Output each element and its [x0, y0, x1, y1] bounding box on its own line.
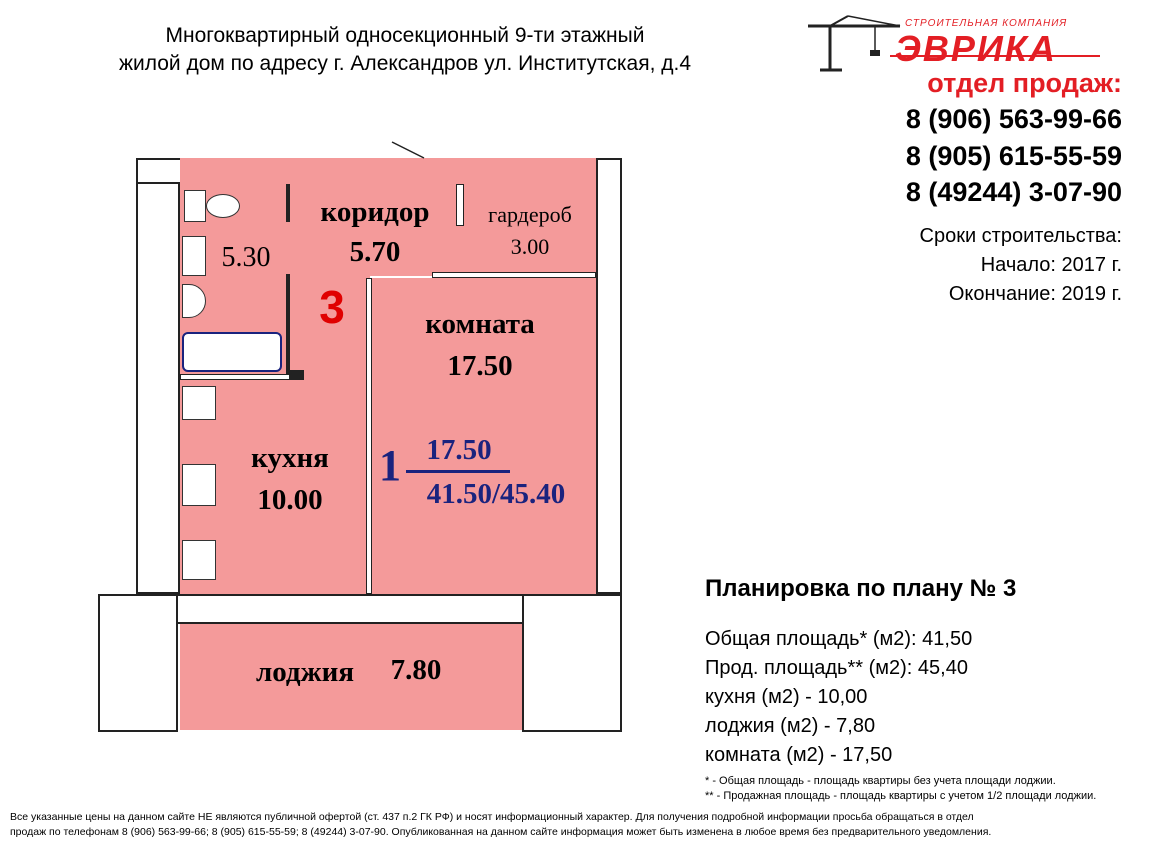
header-line-2: жилой дом по адресу г. Александров ул. Институтская, д.4	[118, 52, 692, 75]
loggia-name: лоджия	[255, 656, 355, 688]
toilet-tank-icon	[184, 190, 206, 222]
phone-2: 8 (905) 615-55-59	[905, 141, 1122, 171]
corridor-name: коридор	[320, 196, 430, 228]
wall-room-top	[432, 272, 596, 278]
wardrobe-area-value: 3.00	[510, 234, 550, 259]
room-area-value: 17.50	[447, 350, 513, 382]
sales-department-title: отдел продаж:	[927, 68, 1122, 98]
schedule-title: Сроки строительства:	[919, 225, 1122, 247]
logo-name: ЭВРИКА	[895, 28, 1057, 69]
schedule-start: Начало: 2017 г.	[980, 254, 1122, 276]
note-sale-area: ** - Продажная площадь - площадь квартиры с учетом 1/2 площади лоджии.	[705, 790, 1097, 802]
note-total-area: * - Общая площадь - площадь квартиры без учета площади лоджии.	[705, 775, 1056, 787]
kitchen-sink-icon	[182, 386, 216, 420]
window-room	[420, 594, 496, 624]
bathroom-area-value: 5.30	[221, 242, 271, 273]
stove-icon	[182, 464, 216, 506]
summary-kitchen: кухня (м2) - 10,00	[705, 686, 868, 708]
wall-bath-bottom	[180, 374, 290, 380]
door-swing-icon	[388, 138, 428, 162]
loggia-wall-left	[98, 594, 178, 732]
summary-loggia: лоджия (м2) - 7,80	[705, 715, 876, 737]
disclaimer-line-1: Все указанные цены на данном сайте НЕ являются публичной офертой (ст. 437 п.2 ГК РФ) и носят информационный характер. Для получения подробной информации просьба обращаться в отдел	[10, 811, 974, 823]
cabinet-icon	[182, 236, 206, 276]
summary-total-area: Общая площадь* (м2): 41,50	[705, 628, 973, 650]
fraction-line	[406, 470, 510, 473]
disclaimer-line-2: продаж по телефонам 8 (906) 563-99-66; 8 (905) 615-55-59; 8 (49244) 3-07-90. Опубликованная на данном сайте информация может быть изменена в любое время без предварительного уведомления.	[10, 826, 992, 838]
wall-room-left	[366, 278, 372, 594]
loggia-area-value: 7.80	[390, 654, 442, 686]
wardrobe-name: гардероб	[488, 202, 572, 227]
loggia-wall-right	[522, 594, 622, 732]
apartment-number: 3	[319, 281, 345, 333]
summary-sale-area: Прод. площадь** (м2): 45,40	[705, 657, 968, 679]
company-logo	[800, 12, 1130, 72]
phone-3: 8 (49244) 3-07-90	[905, 177, 1122, 207]
wall-left	[136, 158, 180, 594]
corridor-area-value: 5.70	[349, 236, 401, 268]
living-area-value: 17.50	[426, 434, 492, 466]
room-name: комната	[425, 308, 535, 340]
plan-title: Планировка по плану № 3	[705, 575, 1017, 602]
kitchen-name: кухня	[251, 442, 329, 474]
rooms-count: 1	[379, 441, 401, 490]
summary-room: комната (м2) - 17,50	[705, 744, 893, 766]
wall-bath-lower	[286, 274, 290, 374]
header-line-1: Многоквартирный односекционный 9-ти этажный	[165, 24, 645, 47]
fridge-icon	[182, 540, 216, 580]
areas-value: 41.50/45.40	[426, 478, 566, 510]
phone-1: 8 (906) 563-99-66	[905, 104, 1122, 134]
wall-bath-corner	[290, 370, 304, 380]
logo-tagline: СТРОИТЕЛЬНАЯ КОМПАНИЯ	[905, 18, 1068, 29]
toilet-icon	[206, 194, 240, 218]
bathtub-icon	[182, 332, 282, 372]
window-kitchen	[268, 594, 292, 624]
kitchen-area-value: 10.00	[257, 484, 323, 516]
wall-right	[596, 158, 622, 594]
schedule-end: Окончание: 2019 г.	[948, 283, 1122, 305]
